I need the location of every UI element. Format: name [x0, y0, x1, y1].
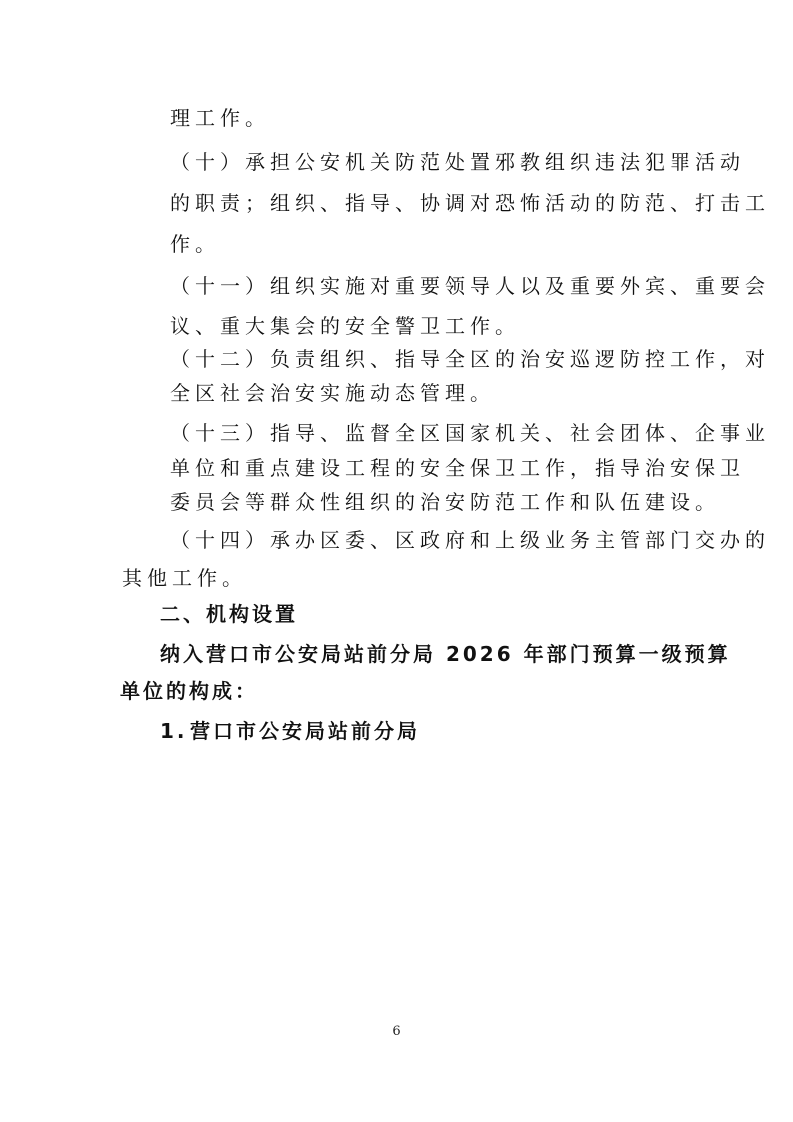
- list-item-number: 1.: [160, 719, 188, 743]
- paragraph-line: （十三）指导、监督全区国家机关、社会团体、企事业: [170, 421, 770, 445]
- paragraph-line: （十二）负责组织、指导全区的治安巡逻防控工作，对: [170, 347, 770, 371]
- paragraph-line: 全区社会治安实施动态管理。: [170, 381, 495, 405]
- page-number: 6: [392, 1024, 401, 1039]
- paragraph-line: 委员会等群众性组织的治安防范工作和队伍建设。: [170, 490, 720, 514]
- paragraph-line: （十四）承办区委、区政府和上级业务主管部门交办的: [170, 528, 770, 552]
- intro-line: 单位的构成：: [120, 679, 258, 703]
- paragraph-line: 议、重大集会的安全警卫工作。: [170, 314, 520, 338]
- paragraph-line: 其他工作。: [122, 566, 247, 590]
- paragraph-line: （十）承担公安机关防范处置邪教组织违法犯罪活动: [170, 150, 745, 174]
- section-heading: 二、机构设置: [160, 602, 298, 626]
- paragraph-line: 作。: [170, 232, 220, 256]
- list-item-text: 营口市公安局站前分局: [190, 719, 420, 743]
- paragraph-line: 的职责；组织、指导、协调对恐怖活动的防范、打击工: [170, 191, 770, 215]
- intro-line: 纳入营口市公安局站前分局 2026 年部门预算一级预算: [160, 642, 731, 666]
- paragraph-line: （十一）组织实施对重要领导人以及重要外宾、重要会: [170, 274, 770, 298]
- paragraph-line: 理工作。: [170, 106, 270, 130]
- paragraph-line: 单位和重点建设工程的安全保卫工作，指导治安保卫: [170, 456, 745, 480]
